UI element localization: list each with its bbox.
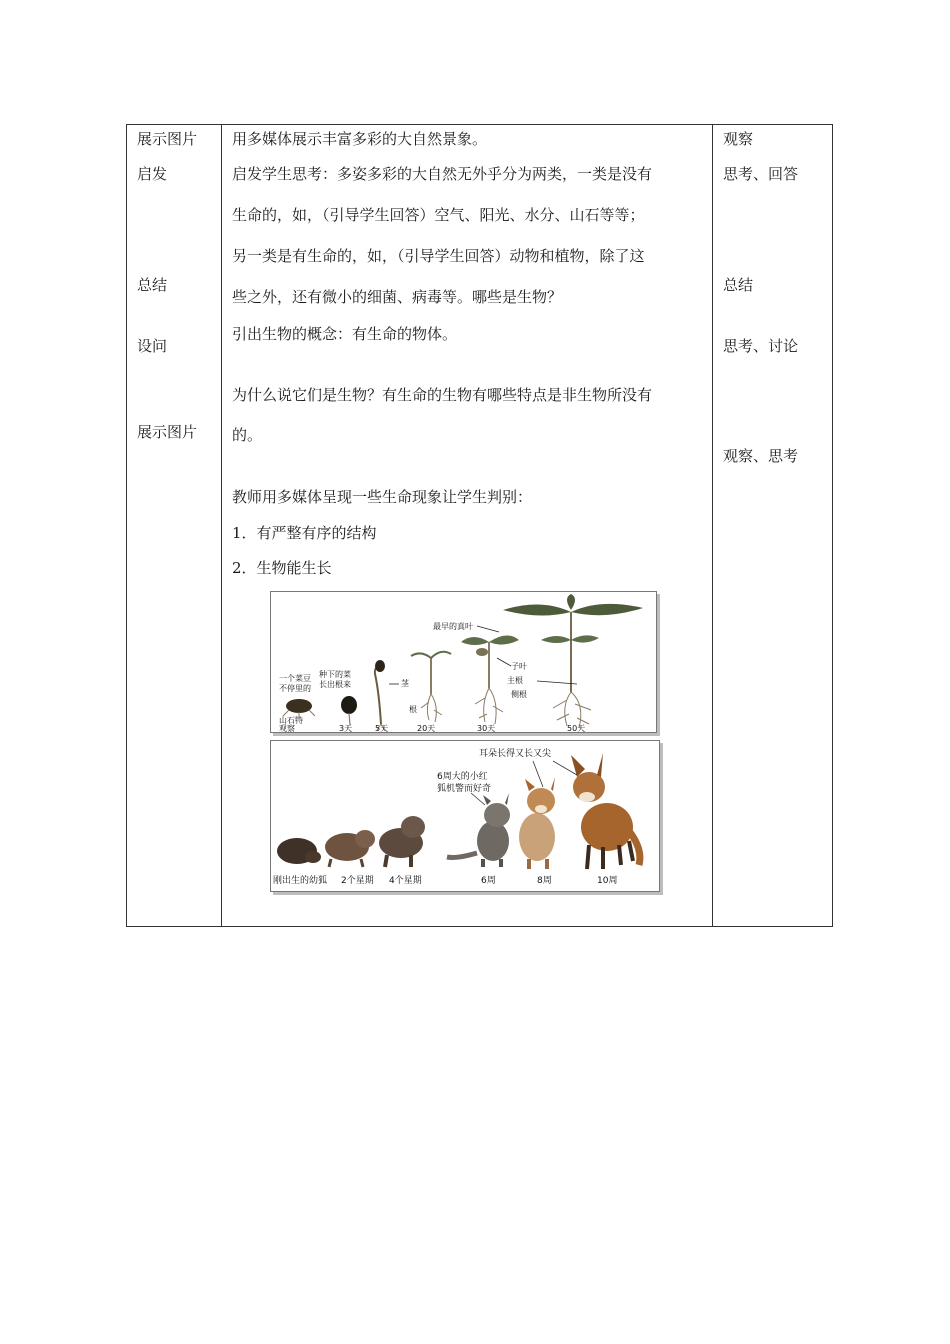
label-buried: 不停里的 xyxy=(279,684,311,693)
content-line-5: 些之外，还有微小的细菌、病毒等。哪些是生物？ xyxy=(232,288,563,306)
activity-observe: 观察 xyxy=(723,130,754,148)
seedling-illustration xyxy=(271,592,657,733)
fox-growth-figure xyxy=(270,740,660,892)
fox-illustration xyxy=(271,741,660,892)
hooked-stem xyxy=(375,666,381,724)
label-day-3: 3天 xyxy=(339,724,353,733)
seedling-growth-figure xyxy=(270,591,657,733)
label-root-out: 长出根来 xyxy=(319,680,351,689)
content-line-7: 为什么说它们是生物？有生命的生物有哪些特点是非生物所没有 xyxy=(232,386,653,404)
content-line-10: 1．有严整有序的结构 xyxy=(232,524,377,542)
label-root: 根 xyxy=(409,705,417,714)
step-show-pictures-2: 展示图片 xyxy=(137,423,198,441)
label-true-leaf: 最早的真叶 xyxy=(433,622,473,631)
content-line-3: 生命的，如，（引导学生回答）空气、阳光、水分、山石等等； xyxy=(232,206,645,224)
label-lateral-root: 侧根 xyxy=(511,690,527,699)
label-stage-0b: 观察 xyxy=(279,724,295,733)
activity-think-discuss: 思考、讨论 xyxy=(723,337,799,355)
content-line-4: 另一类是有生命的，如，（引导学生回答）动物和植物，除了这 xyxy=(232,247,645,265)
label-stem: 茎 xyxy=(401,679,409,688)
sprouting-seed xyxy=(341,696,357,714)
fox-8-weeks xyxy=(519,813,555,861)
bean-seed xyxy=(286,699,312,713)
content-line-6: 引出生物的概念：有生命的物体。 xyxy=(232,325,458,343)
label-stage-0a: 山石特 xyxy=(279,716,303,725)
label-day-50: 50天 xyxy=(567,724,586,733)
column-divider-2 xyxy=(712,125,713,926)
fox-10-weeks xyxy=(581,803,633,851)
stage-6-weeks: 6周 xyxy=(481,876,496,886)
stage-10-weeks: 10周 xyxy=(597,876,618,886)
stage-2-weeks: 2个星期 xyxy=(341,876,374,886)
content-line-9: 教师用多媒体呈现一些生命现象让学生判别： xyxy=(232,488,533,506)
fox-6-weeks xyxy=(477,821,509,861)
content-line-1: 用多媒体展示丰富多彩的大自然景象。 xyxy=(232,130,488,148)
activity-summary: 总结 xyxy=(723,276,754,294)
content-line-11: 2．生物能生长 xyxy=(232,559,332,577)
content-line-2: 启发学生思考：多姿多彩的大自然无外乎分为两类，一类是没有 xyxy=(232,165,653,183)
annotation-ears: 耳朵长得又长又尖 xyxy=(479,749,552,759)
label-planted: 种下的菜 xyxy=(319,670,351,679)
step-show-pictures: 展示图片 xyxy=(137,130,198,148)
content-line-8: 的。 xyxy=(232,426,263,444)
activity-think-answer: 思考、回答 xyxy=(723,165,799,183)
annotation-6-weeks-line-1: 6周大的小红 xyxy=(437,772,488,782)
label-cotyledon: 子叶 xyxy=(511,662,527,671)
step-question: 设问 xyxy=(137,337,168,355)
step-inspire: 启发 xyxy=(137,165,168,183)
stage-newborn: 刚出生的幼狐 xyxy=(273,876,328,886)
step-summary: 总结 xyxy=(137,276,168,294)
activity-observe-think: 观察、思考 xyxy=(723,447,799,465)
label-main-root: 主根 xyxy=(507,676,523,685)
stage-4-weeks: 4个星期 xyxy=(389,876,422,886)
label-bean: 一个菜豆 xyxy=(279,674,311,683)
label-day-20: 20天 xyxy=(417,724,436,733)
label-day-5: 5天 xyxy=(375,724,389,733)
stage-8-weeks: 8周 xyxy=(537,876,552,886)
column-divider-1 xyxy=(221,125,222,926)
annotation-6-weeks-line-2: 狐机警而好奇 xyxy=(437,784,492,794)
label-day-30: 30天 xyxy=(477,724,496,733)
